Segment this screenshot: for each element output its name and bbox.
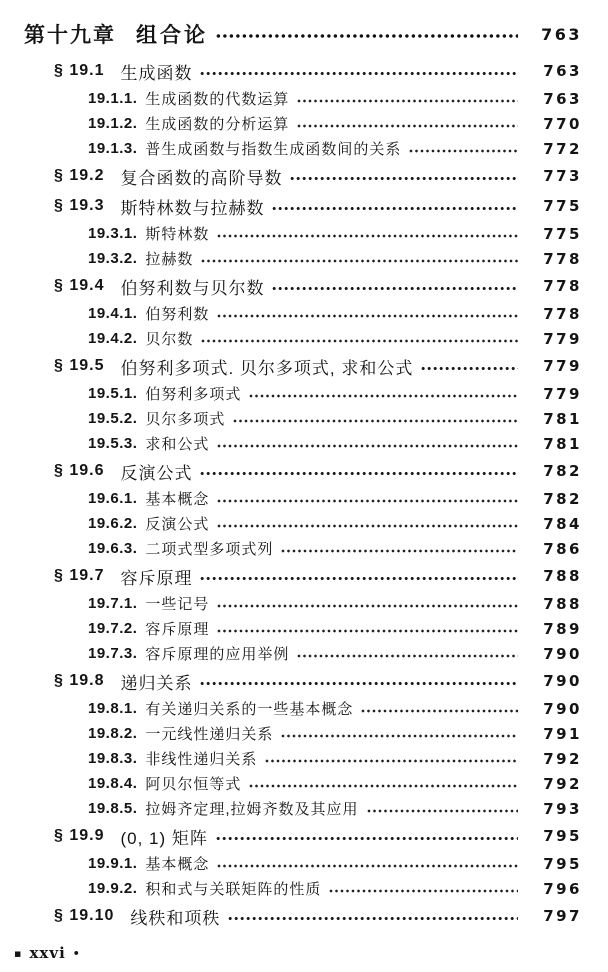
entry-title: 复合函数的高阶导数 xyxy=(120,168,283,188)
toc-list xyxy=(24,14,582,931)
entry-title: 生成函数的代数运算 xyxy=(145,91,290,108)
toc-row xyxy=(24,591,582,616)
entry-title: 伯努利多项式 xyxy=(145,386,242,403)
toc-row xyxy=(24,456,582,486)
entry-title: 反演公式 xyxy=(120,463,193,483)
entry-page-number: 790 xyxy=(543,672,582,690)
entry-number: 19.1.1. xyxy=(88,90,138,107)
entry-page-number: 792 xyxy=(543,774,582,793)
entry-title: 组合论 xyxy=(136,24,208,47)
toc-row xyxy=(24,246,582,271)
entry-page-number: 789 xyxy=(543,619,582,638)
entry-title: 伯努利数与贝尔数 xyxy=(120,278,265,298)
entry-number: 19.8.1. xyxy=(88,700,138,717)
dot-leader xyxy=(272,205,518,212)
entry-title: 拉姆齐定理,拉姆齐数及其应用 xyxy=(145,801,359,818)
toc-row xyxy=(24,14,582,54)
dot-leader xyxy=(200,470,518,477)
toc-row xyxy=(24,271,582,301)
entry-number: 19.5.2. xyxy=(88,410,138,427)
entry-title: 积和式与关联矩阵的性质 xyxy=(145,881,322,898)
dot-leader xyxy=(217,863,518,869)
entry-page-number: 795 xyxy=(543,854,582,873)
entry-number: 19.7.3. xyxy=(88,645,138,662)
dot-leader xyxy=(361,708,518,714)
entry-page-number: 790 xyxy=(543,644,582,663)
entry-number: 19.7.2. xyxy=(88,620,138,637)
footer-left-bullet: ▪ xyxy=(14,946,23,960)
entry-page-number: 773 xyxy=(543,167,582,185)
toc-row xyxy=(24,486,582,511)
entry-number: 19.6.2. xyxy=(88,515,138,532)
toc-row xyxy=(24,641,582,666)
dot-leader xyxy=(217,523,518,529)
entry-page-number: 793 xyxy=(543,799,582,818)
entry-page-number: 775 xyxy=(543,224,582,243)
entry-title: 基本概念 xyxy=(145,491,210,508)
dot-leader xyxy=(249,783,518,789)
dot-leader xyxy=(217,498,518,504)
toc-row xyxy=(24,136,582,161)
entry-page-number: 781 xyxy=(543,409,582,428)
toc-row xyxy=(24,746,582,771)
entry-number: 19.8.4. xyxy=(88,775,138,792)
dot-leader xyxy=(217,233,518,239)
toc-row xyxy=(24,851,582,876)
toc-row xyxy=(24,431,582,456)
entry-title: 容斥原理 xyxy=(145,621,210,638)
entry-number: § 19.8 xyxy=(54,672,105,689)
entry-page-number: 763 xyxy=(543,62,582,80)
toc-row xyxy=(24,406,582,431)
toc-row xyxy=(24,111,582,136)
entry-title: 递归关系 xyxy=(120,673,193,693)
entry-number: 第十九章 xyxy=(24,24,116,47)
entry-title: 拉赫数 xyxy=(145,251,194,268)
entry-title: 斯特林数与拉赫数 xyxy=(120,198,265,218)
entry-title: 有关递归关系的一些基本概念 xyxy=(145,701,354,718)
dot-leader xyxy=(217,603,518,609)
entry-page-number: 763 xyxy=(543,89,582,108)
entry-number: § 19.5 xyxy=(54,357,105,374)
entry-page-number: 784 xyxy=(543,514,582,533)
dot-leader xyxy=(201,258,518,264)
dot-leader xyxy=(200,575,518,582)
entry-number: 19.3.2. xyxy=(88,250,138,267)
entry-number: 19.8.3. xyxy=(88,750,138,767)
entry-number: 19.4.2. xyxy=(88,330,138,347)
entry-number: 19.9.1. xyxy=(88,855,138,872)
entry-title: 容斥原理 xyxy=(120,568,193,588)
entry-title: 伯努利多项式. 贝尔多项式, 求和公式 xyxy=(120,358,414,378)
entry-number: 19.5.3. xyxy=(88,435,138,452)
toc-row xyxy=(24,771,582,796)
toc-row xyxy=(24,161,582,191)
entry-number: § 19.2 xyxy=(54,167,105,184)
entry-title: 线秩和项秩 xyxy=(130,908,221,928)
dot-leader xyxy=(290,175,518,182)
entry-page-number: 763 xyxy=(541,24,582,44)
toc-row xyxy=(24,616,582,641)
dot-leader xyxy=(228,915,518,922)
entry-page-number: 779 xyxy=(543,384,582,403)
toc-row xyxy=(24,561,582,591)
entry-page-number: 795 xyxy=(543,827,582,845)
entry-number: 19.1.2. xyxy=(88,115,138,132)
dot-leader xyxy=(249,393,518,399)
entry-title: 反演公式 xyxy=(145,516,210,533)
entry-number: § 19.3 xyxy=(54,197,105,214)
dot-leader xyxy=(421,365,518,372)
toc-row xyxy=(24,666,582,696)
entry-number: § 19.7 xyxy=(54,567,105,584)
entry-title: 一些记号 xyxy=(145,596,210,613)
toc-row xyxy=(24,796,582,821)
toc-row xyxy=(24,721,582,746)
dot-leader xyxy=(272,285,518,292)
toc-row xyxy=(24,351,582,381)
entry-page-number: 786 xyxy=(543,539,582,558)
dot-leader xyxy=(233,418,518,424)
entry-page-number: 792 xyxy=(543,749,582,768)
entry-title: 伯努利数 xyxy=(145,306,210,323)
dot-leader xyxy=(409,148,518,154)
dot-leader xyxy=(297,98,518,104)
entry-page-number: 781 xyxy=(543,434,582,453)
entry-page-number: 788 xyxy=(543,567,582,585)
dot-leader xyxy=(265,758,518,764)
dot-leader xyxy=(281,548,518,554)
entry-title: 阿贝尔恒等式 xyxy=(145,776,242,793)
entry-page-number: 790 xyxy=(543,699,582,718)
page-footer xyxy=(14,944,81,962)
footer-page-number: xxvi xyxy=(29,944,66,962)
entry-title: 非线性递归关系 xyxy=(145,751,258,768)
toc-row xyxy=(24,221,582,246)
entry-number: 19.1.3. xyxy=(88,140,138,157)
toc-row xyxy=(24,821,582,851)
dot-leader xyxy=(216,835,518,842)
entry-page-number: 796 xyxy=(543,879,582,898)
entry-number: 19.8.2. xyxy=(88,725,138,742)
entry-title: 贝尔多项式 xyxy=(145,411,226,428)
entry-page-number: 778 xyxy=(543,249,582,268)
toc-row xyxy=(24,876,582,901)
entry-title: 生成函数的分析运算 xyxy=(145,116,290,133)
entry-number: 19.7.1. xyxy=(88,595,138,612)
dot-leader xyxy=(217,628,518,634)
entry-title: 容斥原理的应用举例 xyxy=(145,646,290,663)
toc-row xyxy=(24,301,582,326)
toc-row xyxy=(24,696,582,721)
dot-leader xyxy=(200,70,518,77)
entry-number: 19.9.2. xyxy=(88,880,138,897)
entry-number: § 19.9 xyxy=(54,827,105,844)
toc-row xyxy=(24,326,582,351)
dot-leader xyxy=(281,733,518,739)
entry-number: 19.6.1. xyxy=(88,490,138,507)
dot-leader xyxy=(297,653,518,659)
toc-row xyxy=(24,56,582,86)
entry-title: 普生成函数与指数生成函数间的关系 xyxy=(145,141,402,158)
dot-leader xyxy=(216,32,518,40)
dot-leader xyxy=(217,443,518,449)
dot-leader xyxy=(367,808,518,814)
toc-row xyxy=(24,901,582,931)
entry-title: 斯特林数 xyxy=(145,226,210,243)
entry-page-number: 779 xyxy=(543,357,582,375)
entry-title: 生成函数 xyxy=(120,63,193,83)
toc-row xyxy=(24,191,582,221)
footer-right-bullet: • xyxy=(72,946,81,960)
entry-title: 贝尔数 xyxy=(145,331,194,348)
entry-page-number: 778 xyxy=(543,277,582,295)
toc-row xyxy=(24,511,582,536)
entry-page-number: 797 xyxy=(543,907,582,925)
dot-leader xyxy=(297,123,518,129)
dot-leader xyxy=(329,888,518,894)
entry-number: § 19.4 xyxy=(54,277,105,294)
entry-page-number: 782 xyxy=(543,489,582,508)
entry-page-number: 775 xyxy=(543,197,582,215)
entry-number: § 19.6 xyxy=(54,462,105,479)
entry-number: § 19.1 xyxy=(54,62,105,79)
entry-page-number: 791 xyxy=(543,724,582,743)
dot-leader xyxy=(201,338,518,344)
entry-page-number: 778 xyxy=(543,304,582,323)
toc-row xyxy=(24,536,582,561)
entry-title: (0, 1) 矩阵 xyxy=(120,828,208,848)
entry-number: 19.6.3. xyxy=(88,540,138,557)
entry-number: 19.4.1. xyxy=(88,305,138,322)
entry-number: 19.3.1. xyxy=(88,225,138,242)
entry-page-number: 788 xyxy=(543,594,582,613)
entry-number: 19.8.5. xyxy=(88,800,138,817)
entry-title: 求和公式 xyxy=(145,436,210,453)
entry-page-number: 770 xyxy=(543,114,582,133)
dot-leader xyxy=(217,313,518,319)
entry-page-number: 782 xyxy=(543,462,582,480)
entry-title: 一元线性递归关系 xyxy=(145,726,274,743)
entry-title: 基本概念 xyxy=(145,856,210,873)
entry-page-number: 779 xyxy=(543,329,582,348)
toc-row xyxy=(24,381,582,406)
dot-leader xyxy=(200,680,518,687)
entry-number: 19.5.1. xyxy=(88,385,138,402)
entry-title: 二项式型多项式列 xyxy=(145,541,274,558)
entry-number: § 19.10 xyxy=(54,907,115,924)
entry-page-number: 772 xyxy=(543,139,582,158)
toc-row xyxy=(24,86,582,111)
